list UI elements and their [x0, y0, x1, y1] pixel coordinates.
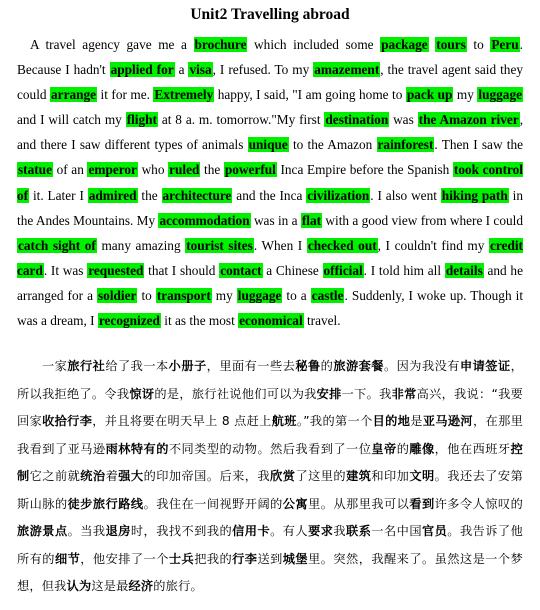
highlighted-vocabulary: powerful — [224, 162, 276, 178]
bold-vocabulary: 旅游套餐 — [333, 359, 384, 373]
bold-vocabulary: 控制 — [17, 441, 523, 483]
highlighted-vocabulary: the Amazon river — [418, 112, 519, 128]
paragraph-text: it as the most — [160, 313, 239, 329]
translation-text: 的是，旅行社说他们可以为我 — [154, 386, 317, 401]
translation-text: ，所以我拒绝了。令我 — [17, 359, 523, 401]
paragraph-text: . Suddenly, I woke up. Though it was a dream, I — [17, 287, 524, 329]
bold-vocabulary: 行李 — [232, 551, 258, 566]
translation-text: ，并且将要在明天早上 8 点赶上 — [92, 414, 272, 428]
paragraph-text: my — [211, 287, 237, 303]
translation-text: 一名中国 — [371, 524, 422, 538]
translation-text: 许多令人惊叹的 — [434, 496, 523, 511]
paragraph-text: . I also went — [370, 187, 441, 203]
bold-vocabulary: 强大 — [118, 469, 144, 483]
bold-vocabulary: 欣赏 — [270, 469, 296, 483]
highlighted-vocabulary: flight — [126, 112, 157, 128]
bold-vocabulary: 信用卡 — [232, 524, 271, 538]
bold-vocabulary: 航班 — [271, 414, 297, 428]
paragraph-text: , I couldn't find my — [377, 237, 489, 253]
paragraph-text: the — [200, 162, 224, 178]
translation-text: 着 — [105, 469, 119, 483]
translation-text: 和印加 — [371, 469, 410, 483]
paragraph-text: . It was — [43, 262, 88, 278]
paragraph-text: at 8 a. m. tomorrow."My first — [157, 112, 325, 128]
highlighted-vocabulary: official — [323, 262, 363, 278]
highlighted-vocabulary: brochure — [194, 37, 247, 52]
highlighted-vocabulary: package — [381, 37, 428, 52]
bold-vocabulary: 安排 — [316, 386, 342, 401]
paragraph-text: to the Amazon — [288, 137, 377, 153]
highlighted-vocabulary: pack up — [406, 87, 453, 103]
translation-text: 的印加帝国。后来，我 — [143, 469, 271, 483]
highlighted-vocabulary: amazement — [314, 62, 380, 78]
paragraph-text: and I will catch my — [17, 112, 126, 128]
bold-vocabulary: 建筑 — [346, 469, 372, 483]
paragraph-text: a — [174, 62, 189, 78]
paragraph-text: . I told him all — [363, 262, 445, 278]
highlighted-vocabulary: statue — [18, 162, 52, 178]
highlighted-vocabulary: tours — [436, 37, 466, 52]
bold-vocabulary: 要求 — [308, 524, 334, 538]
paragraph-text: to — [466, 37, 491, 52]
paragraph-text: and the Inca — [232, 187, 307, 203]
highlighted-vocabulary: contact — [220, 262, 262, 278]
paragraph-text: was — [389, 112, 418, 128]
bold-vocabulary: 统治 — [80, 469, 106, 483]
highlighted-vocabulary: soldier — [98, 287, 137, 303]
highlighted-vocabulary: arrange — [51, 87, 97, 103]
translation-text: 。我住在一间视野开阔的 — [143, 496, 283, 511]
paragraph-text: many amazing — [96, 237, 186, 253]
highlighted-vocabulary: flat — [301, 212, 322, 228]
bold-vocabulary: 认为 — [66, 579, 92, 593]
bold-vocabulary: 经济 — [128, 579, 154, 593]
bold-vocabulary: 公寓 — [282, 496, 309, 511]
translation-text: 里。从那里我可以 — [308, 496, 410, 511]
translation-text: 。当我 — [67, 524, 106, 538]
bold-vocabulary: 旅游景点 — [17, 524, 68, 538]
translation-text: 里。突然，我醒来了。虽然这是一个梦想，但我 — [17, 551, 523, 593]
translation-text: 一下。我 — [341, 386, 392, 401]
translation-text: 把我的 — [194, 551, 233, 566]
page-title: Unit2 Travelling abroad — [190, 6, 350, 23]
translation-text: 的 — [396, 441, 410, 456]
paragraph-text: who — [137, 162, 169, 178]
highlighted-vocabulary: hiking path — [441, 187, 508, 203]
highlighted-vocabulary: architecture — [162, 187, 232, 203]
bold-vocabulary: 旅行社 — [67, 359, 106, 373]
bold-vocabulary: 看到 — [409, 496, 435, 511]
english-paragraph — [17, 32, 523, 333]
translation-text: 高兴，我说：“我要回家 — [17, 386, 523, 428]
highlighted-vocabulary: unique — [248, 137, 288, 153]
highlighted-vocabulary: requested — [88, 262, 144, 278]
chinese-translation-paragraph — [17, 353, 523, 601]
paragraph-text: . Then I saw the — [434, 137, 523, 153]
highlighted-vocabulary: checked out — [307, 237, 377, 253]
translation-text: ，他在西班牙 — [434, 441, 511, 456]
bold-vocabulary: 小册子 — [168, 359, 207, 373]
translation-text: 我 — [333, 524, 347, 538]
bold-vocabulary: 申请签证 — [459, 359, 511, 373]
highlighted-vocabulary: applied for — [110, 62, 174, 78]
translation-text: 。我还去了安第斯山脉的 — [17, 469, 523, 511]
highlighted-vocabulary: emperor — [88, 162, 137, 178]
bold-vocabulary: 城堡 — [282, 551, 309, 566]
highlighted-vocabulary: credit card — [17, 237, 523, 278]
paragraph-text: and he arranged for a — [17, 262, 523, 303]
highlighted-vocabulary: luggage — [237, 287, 282, 303]
paragraph-text: , the travel agent said they could — [17, 62, 524, 103]
paragraph-text: a Chinese — [262, 262, 323, 278]
bold-vocabulary: 惊讶 — [129, 386, 155, 401]
paragraph-text: it. Later I — [29, 187, 88, 203]
highlighted-vocabulary: luggage — [478, 87, 522, 103]
bold-vocabulary: 亚马逊河 — [422, 414, 473, 428]
highlighted-vocabulary: admired — [88, 187, 137, 203]
bold-vocabulary: 目的地 — [372, 414, 411, 428]
paragraph-text: the — [137, 187, 162, 203]
bold-vocabulary: 退房 — [105, 524, 131, 538]
paragraph-text: A travel agency gave me a — [30, 37, 194, 52]
translation-text: 的旅行。 — [153, 579, 203, 593]
paragraph-text: was in a — [250, 212, 301, 228]
translation-text: 不同类型的动物。然后我看到了一位 — [168, 441, 372, 456]
highlighted-vocabulary: visa — [189, 62, 212, 78]
paragraph-text: which included some — [247, 37, 381, 52]
bold-vocabulary: 雕像 — [409, 441, 435, 456]
translation-text: 。有人 — [270, 524, 309, 538]
bold-vocabulary: 联系 — [346, 524, 372, 538]
translation-text: 送到 — [257, 551, 283, 566]
bold-vocabulary: 细节 — [54, 551, 81, 566]
paragraph-text: to — [137, 287, 156, 303]
translation-text: 它之前就 — [29, 469, 81, 483]
highlighted-vocabulary: destination — [325, 112, 389, 128]
paragraph-text: it for me. — [97, 87, 154, 103]
bold-vocabulary: 文明 — [409, 469, 435, 483]
paragraph-text: to a — [282, 287, 311, 303]
translation-text: 的 — [320, 359, 334, 373]
highlighted-vocabulary: economical — [239, 313, 303, 329]
paragraph-text: . When I — [253, 237, 307, 253]
paragraph-text: my — [453, 87, 478, 103]
highlighted-vocabulary: catch sight of — [18, 237, 96, 253]
bold-vocabulary: 官员 — [421, 524, 448, 538]
paragraph-text: in the Andes Mountains. My — [17, 187, 523, 228]
highlighted-vocabulary: Extremely — [154, 87, 214, 103]
paragraph-text: happy, I said, "I am going home to — [214, 87, 406, 103]
highlighted-vocabulary: took control of — [17, 162, 524, 203]
translation-text: 时，我找不到我的 — [130, 524, 233, 538]
paragraph-text: . Because I hadn't — [17, 37, 523, 78]
paragraph-text: , and there I saw different types of animals — [17, 112, 524, 153]
highlighted-vocabulary: recognized — [98, 313, 160, 329]
translation-text: 一家 — [42, 359, 68, 373]
highlighted-vocabulary: details — [445, 262, 483, 278]
translation-text: ，他安排了一个 — [80, 551, 169, 566]
paragraph-text: , I refused. To my — [212, 62, 314, 78]
paragraph-text: of an — [52, 162, 88, 178]
translation-text: 。因为我没有 — [383, 359, 460, 373]
highlighted-vocabulary: accommodation — [159, 212, 250, 228]
translation-text: 。”我的第一个 — [296, 414, 373, 428]
translation-text: 了这里的 — [295, 469, 347, 483]
highlighted-vocabulary: Peru — [491, 37, 519, 52]
highlighted-vocabulary: rainforest — [377, 137, 434, 153]
bold-vocabulary: 秘鲁 — [295, 359, 321, 373]
paragraph-text: that I should — [144, 262, 220, 278]
highlighted-vocabulary: transport — [156, 287, 211, 303]
paragraph-text: Inca Empire before the Spanish — [276, 162, 453, 178]
highlighted-vocabulary: castle — [311, 287, 344, 303]
paragraph-text: travel. — [303, 313, 341, 329]
translation-text: ，在那里我看到了亚马逊 — [17, 414, 523, 456]
bold-vocabulary: 收拾行李 — [42, 414, 93, 428]
translation-text: ，里面有一些去 — [206, 359, 296, 373]
translation-text: 给了我一本 — [105, 359, 169, 373]
translation-text: 是 — [410, 414, 423, 428]
translation-text: 这是最 — [91, 579, 129, 593]
paragraph-text: with a good view from where I could — [322, 212, 523, 228]
bold-vocabulary: 士兵 — [168, 551, 195, 566]
highlighted-vocabulary: ruled — [169, 162, 200, 178]
bold-vocabulary: 皇帝 — [371, 441, 397, 456]
bold-vocabulary: 雨林特有的 — [105, 441, 169, 456]
bold-vocabulary: 非常 — [391, 386, 417, 401]
bold-vocabulary: 徒步旅行路线 — [67, 496, 144, 511]
highlighted-vocabulary: tourist sites — [186, 237, 253, 253]
translation-text: 。我告诉了他所有的 — [17, 524, 523, 566]
highlighted-vocabulary: civilization — [307, 187, 370, 203]
